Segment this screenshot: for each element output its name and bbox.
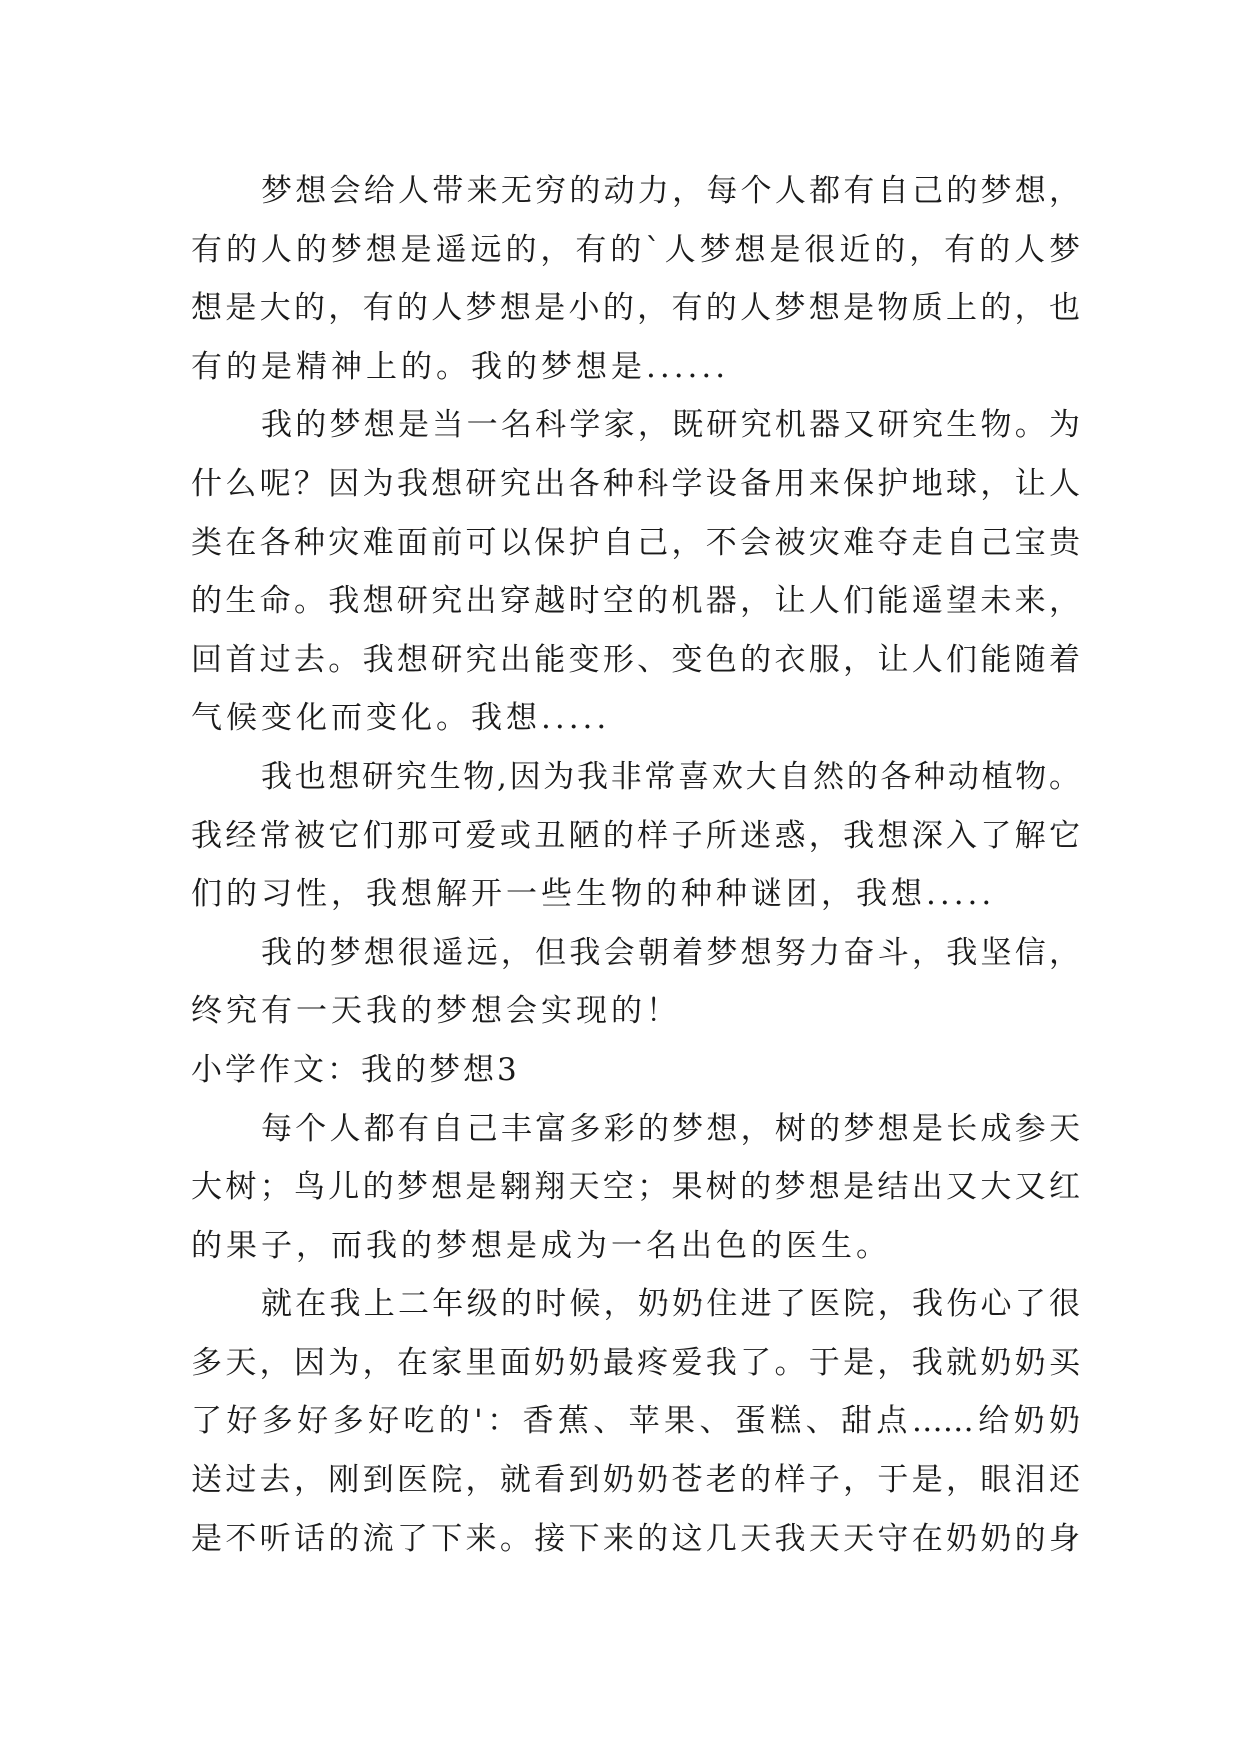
text-line: 送过去，刚到医院，就看到奶奶苍老的样子，于是，眼泪还: [191, 1462, 1080, 1499]
text-line: 大树；鸟儿的梦想是翱翔天空；果树的梦想是结出又大又红: [191, 1169, 1080, 1206]
text-line: 想是大的，有的人梦想是小的，有的人梦想是物质上的，也: [191, 290, 1080, 327]
paragraph: [191, 162, 1080, 396]
text-line: 气候变化而变化。我想.....: [191, 700, 611, 737]
paragraph: [191, 1100, 1080, 1276]
text-line: 们的习性，我想解开一些生物的种种谜团，我想.....: [191, 876, 996, 913]
text-line: 我的梦想是当一名科学家，既研究机器又研究生物。为: [261, 407, 1080, 444]
text-line: 我经常被它们那可爱或丑陋的样子所迷惑，我想深入了解它: [191, 817, 1080, 854]
text-line: 每个人都有自己丰富多彩的梦想，树的梦想是长成参天: [261, 1110, 1080, 1147]
text-line: 多天，因为，在家里面奶奶最疼爱我了。于是，我就奶奶买: [191, 1344, 1080, 1381]
text-line: 有的是精神上的。我的梦想是......: [191, 348, 730, 385]
text-line: 有的人的梦想是遥远的，有的`人梦想是很近的，有的人梦: [191, 231, 1080, 268]
section-heading-block: [191, 1041, 1080, 1100]
text-line: 终究有一天我的梦想会实现的！: [191, 993, 681, 1030]
paragraph: [191, 924, 1080, 1041]
text-line: 就在我上二年级的时候，奶奶住进了医院，我伤心了很: [261, 1286, 1080, 1323]
text-line: 什么呢？因为我想研究出各种科学设备用来保护地球，让人: [191, 465, 1080, 502]
text-line: 的生命。我想研究出穿越时空的机器，让人们能遥望未来，: [191, 583, 1080, 620]
section-heading: 小学作文：我的梦想3: [191, 1051, 520, 1088]
text-line: 了好多好多好吃的'：香蕉、苹果、蛋糕、甜点……给奶奶: [191, 1403, 1080, 1440]
text-line: 的果子，而我的梦想是成为一名出色的医生。: [191, 1227, 891, 1264]
paragraph: [191, 396, 1080, 748]
text-line: 梦想会给人带来无穷的动力，每个人都有自己的梦想，: [261, 173, 1080, 209]
document-body: [191, 162, 1080, 1568]
text-line: 我也想研究生物,因为我非常喜欢大自然的各种动植物。: [261, 758, 1080, 795]
paragraph: [191, 748, 1080, 924]
text-line: 类在各种灾难面前可以保护自己，不会被灾难夺走自己宝贵: [191, 524, 1080, 561]
paragraph: [191, 1275, 1080, 1568]
text-line: 是不听话的流了下来。接下来的这几天我天天守在奶奶的身: [191, 1520, 1080, 1557]
text-line: 回首过去。我想研究出能变形、变色的衣服，让人们能随着: [191, 641, 1080, 678]
text-line: 我的梦想很遥远，但我会朝着梦想努力奋斗，我坚信，: [261, 934, 1080, 971]
